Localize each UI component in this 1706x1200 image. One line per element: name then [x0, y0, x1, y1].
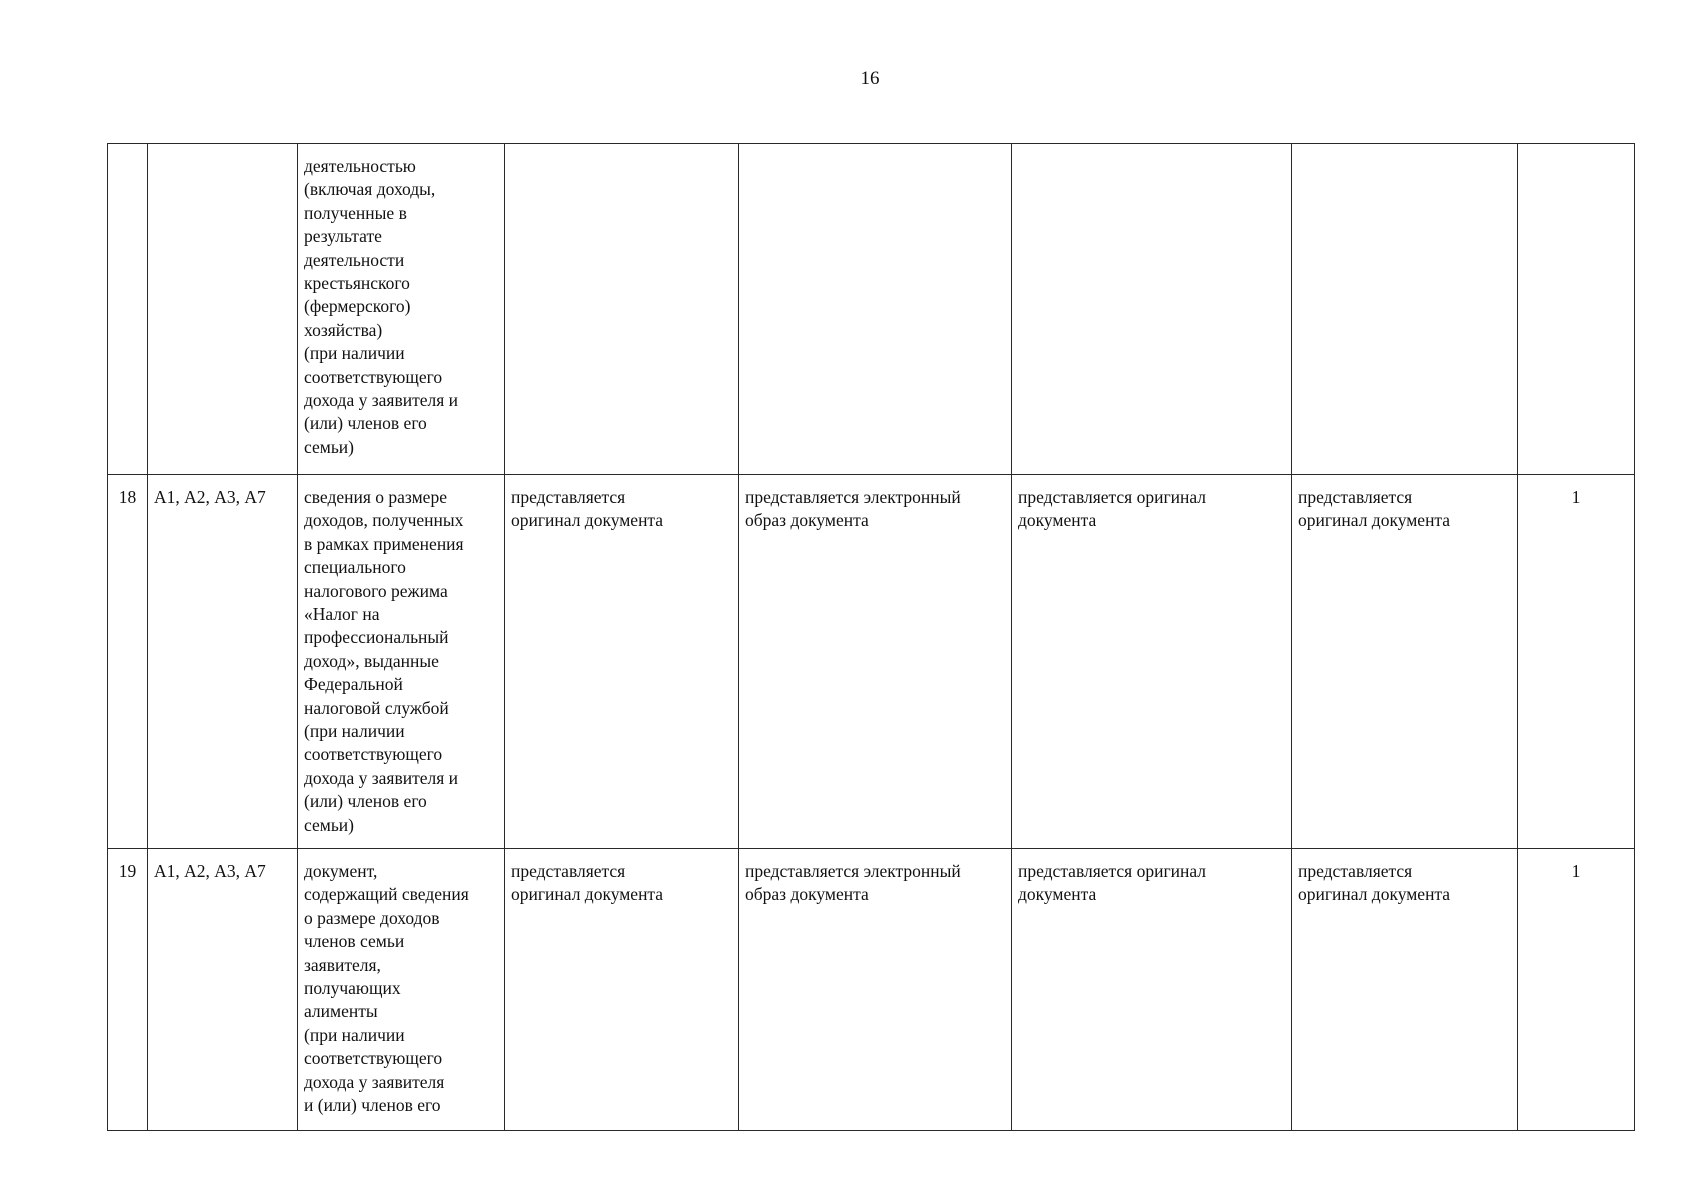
page-number: 16	[860, 68, 880, 89]
submission-method-4: представляется оригинал документа	[1292, 849, 1518, 1131]
copies-count: 1	[1518, 475, 1635, 849]
copies-count: 1	[1518, 849, 1635, 1131]
submission-method-2: представляется электронный образ документа	[739, 849, 1012, 1131]
submission-method-4	[1292, 144, 1518, 475]
submission-method-2	[739, 144, 1012, 475]
submission-method-3	[1012, 144, 1292, 475]
table-row	[108, 849, 1635, 1131]
copies-count	[1518, 144, 1635, 475]
document-name: деятельностью (включая доходы, полученные в результате деятельности крестьянского (фермерского) хозяйства) (при наличии соответствующего дохода у заявителя и (или) членов его семьи)	[298, 144, 505, 475]
applicant-codes: А1, А2, А3, А7	[148, 849, 298, 1131]
submission-method-1: представляется оригинал документа	[505, 475, 739, 849]
submission-method-4: представляется оригинал документа	[1292, 475, 1518, 849]
document-name: сведения о размере доходов, полученных в рамках применения специального налогового режима «Налог на профессиональный доход», выданные Федеральной налоговой службой (при наличии соответствующего дохода у заявителя и (или) членов его семьи)	[298, 475, 505, 849]
row-number: 18	[108, 475, 148, 849]
table-row	[108, 144, 1635, 475]
applicant-codes: А1, А2, А3, А7	[148, 475, 298, 849]
submission-method-1	[505, 144, 739, 475]
document-name: документ, содержащий сведения о размере доходов членов семьи заявителя, получающих алименты (при наличии соответствующего дохода у заявителя и (или) членов его	[298, 849, 505, 1131]
documents-table	[107, 143, 1635, 1131]
submission-method-3: представляется оригинал документа	[1012, 475, 1292, 849]
row-number	[108, 144, 148, 475]
submission-method-2: представляется электронный образ документа	[739, 475, 1012, 849]
submission-method-1: представляется оригинал документа	[505, 849, 739, 1131]
table-row	[108, 475, 1635, 849]
row-number: 19	[108, 849, 148, 1131]
submission-method-3: представляется оригинал документа	[1012, 849, 1292, 1131]
applicant-codes	[148, 144, 298, 475]
